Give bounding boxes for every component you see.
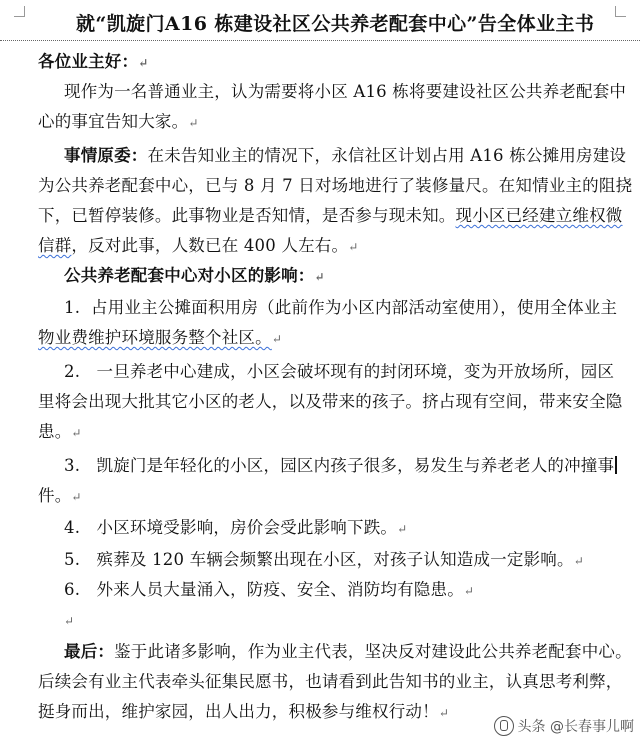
impact-item-5: 5. 殡葬及 120 车辆会频繁出现在小区，对孩子认知造成一定影响。↵ xyxy=(64,550,584,569)
document-title: 就“凯旋门A16 栋建设社区公共养老配套中心”告全体业主书 xyxy=(76,13,595,35)
conclusion-line-3: 挺身而出，维护家园，出人出力，积极参与维权行动！↵ xyxy=(38,702,450,721)
impact-item-1-cont: 物业费维护环境服务整个社区。↵ xyxy=(38,328,283,347)
page-corner-mark xyxy=(615,6,626,17)
background-line-4: 信群，反对此事，人数已在 400 人左右。↵ xyxy=(38,236,359,255)
background-line-1: 事情原委：在未告知业主的情况下，永信社区计划占用 A16 栋公摊用房建设 xyxy=(64,146,627,165)
intro-line-2: 心的事宜告知大家。↵ xyxy=(38,112,199,131)
watermark: 头条 @长春事儿啊 xyxy=(494,716,634,736)
impact-heading: 公共养老配套中心对小区的影响：↵ xyxy=(64,266,325,285)
empty-paragraph: ↵ xyxy=(64,614,75,628)
watermark-icon xyxy=(494,716,514,736)
intro-line-1: 现作为一名普通业主，认为需要将小区 A16 栋将要建设社区公共养老配套中 xyxy=(64,82,627,101)
impact-item-2: 2. 一旦养老中心建成，小区会破坏现有的封闭环境，变为开放场所，园区 xyxy=(64,362,615,381)
impact-item-2-cont: 患。↵ xyxy=(38,422,82,441)
conclusion-line-2: 后续会有业主代表牵头征集民愿书，也请看到此告知书的业主，认真思考利弊， xyxy=(38,672,623,691)
impact-item-4: 4. 小区环境受影响，房价会受此影响下跌。↵ xyxy=(64,518,408,537)
page-corner-mark xyxy=(14,6,25,17)
conclusion-line-1: 最后：鉴于此诸多影响，作为业主代表，坚决反对建设此公共养老配套中心。 xyxy=(64,642,632,661)
title-divider xyxy=(0,40,640,41)
greeting: 各位业主好：↵ xyxy=(38,52,149,71)
background-line-2: 为公共养老配套中心，已与 8 月 7 日对场地进行了装修量尺。在知情业主的阻挠 xyxy=(38,176,633,195)
impact-item-3: 3. 凯旋门是年轻化的小区，园区内孩子很多，易发生与养老老人的冲撞事 xyxy=(64,456,617,476)
background-line-3: 下，已暂停装修。此事物业是否知情，是否参与现未知。现小区已经建立维权微 xyxy=(38,206,623,225)
impact-item-1: 1. 占用业主公摊面积用房（此前作为小区内部活动室使用），使用全体业主 xyxy=(64,298,618,317)
impact-item-2-cont: 里将会出现大批其它小区的老人，以及带来的孩子。挤占现有空间，带来安全隐 xyxy=(38,392,623,411)
impact-item-3-cont: 件。↵ xyxy=(38,486,82,505)
text-cursor xyxy=(615,456,617,474)
impact-item-6: 6. 外来人员大量涌入，防疫、安全、消防均有隐患。↵ xyxy=(64,580,475,599)
